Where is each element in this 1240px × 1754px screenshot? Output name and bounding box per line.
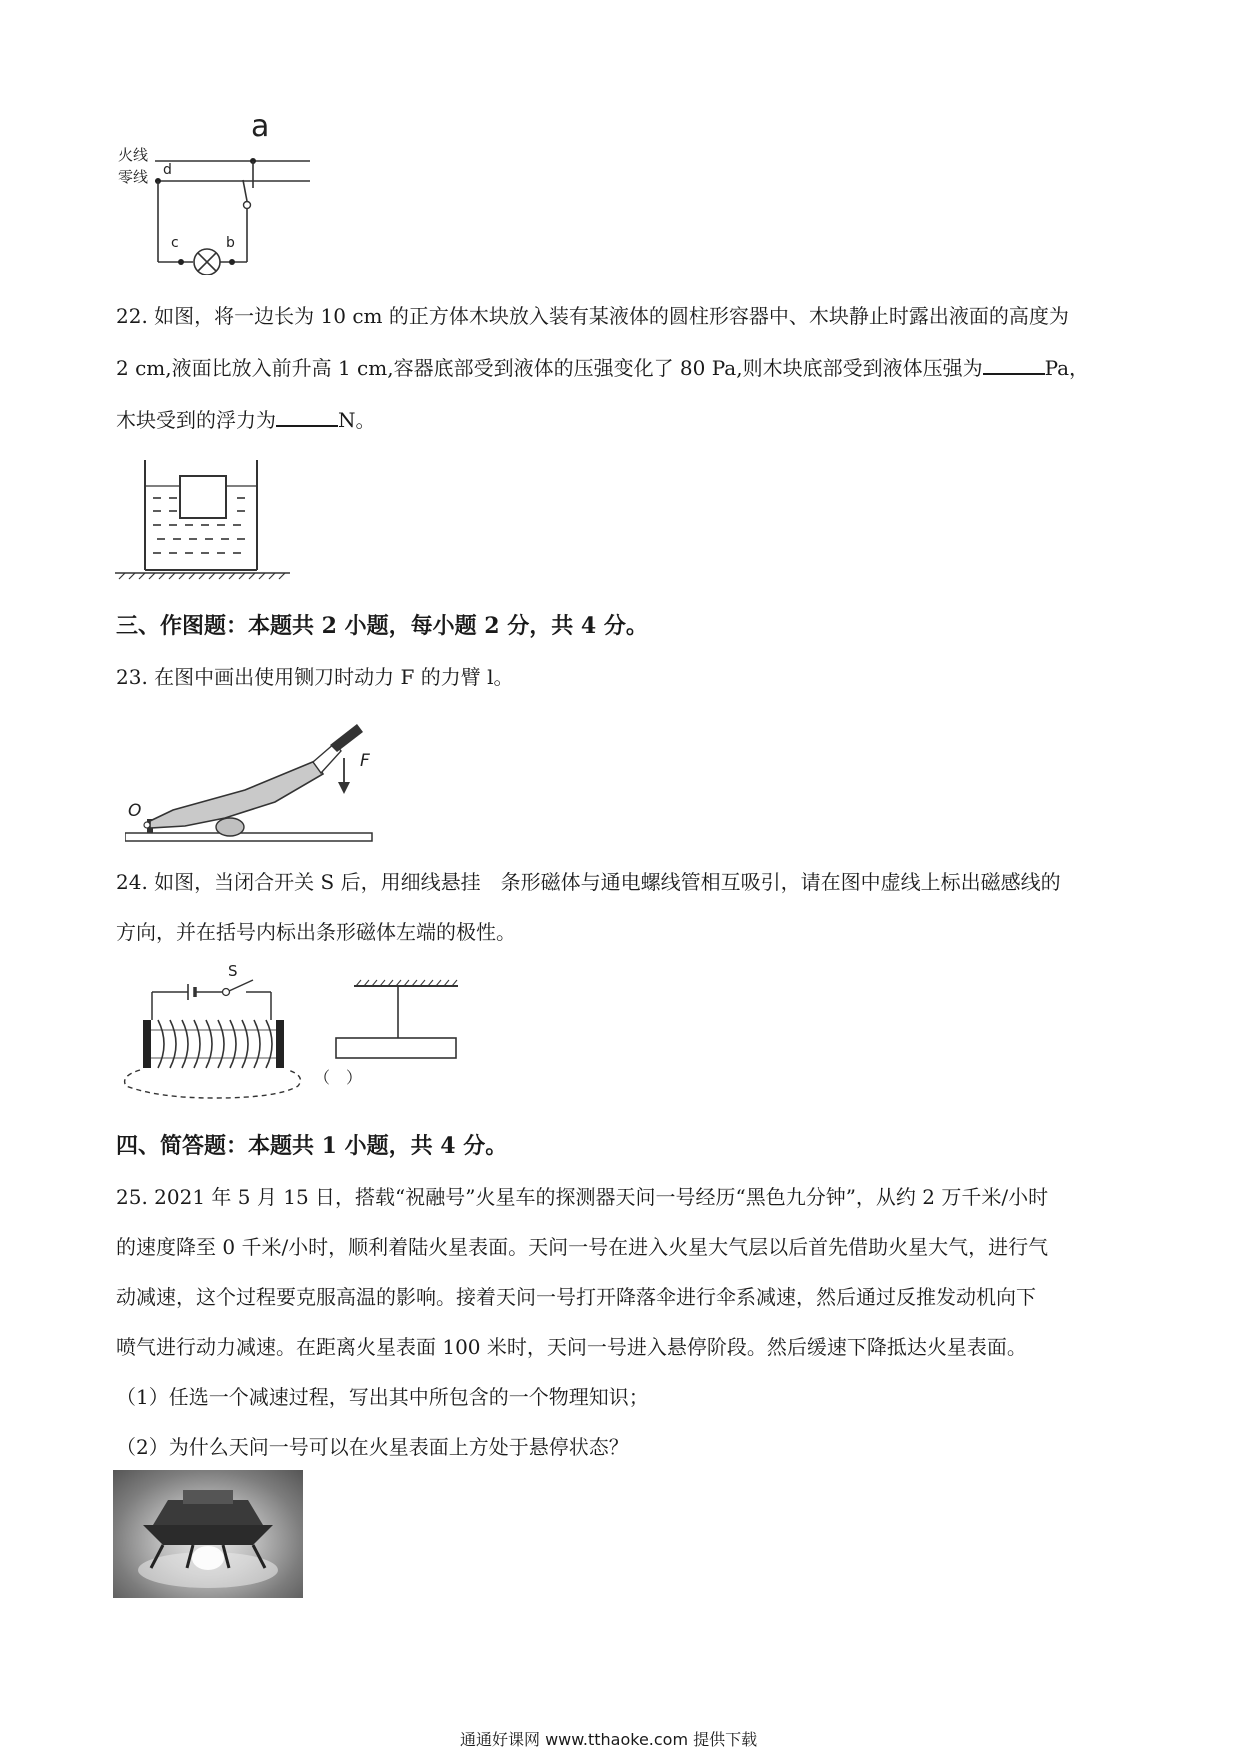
question-24-line-2: 方向，并在括号内标出条形磁体左端的极性。	[116, 920, 516, 944]
question-24-line-1: 24. 如图，当闭合开关 S 后，用细线悬挂 条形磁体与通电螺线管相互吸引，请在图中虚线上标出磁感线的	[116, 870, 1061, 894]
question-25-sub-1: （1）任选一个减速过程，写出其中所包含的一个物理知识；	[116, 1385, 649, 1409]
question-22-line-3-text: 木块受到的浮力为	[116, 408, 276, 432]
container-figure-22	[115, 455, 290, 580]
solenoid-figure-24	[118, 958, 463, 1100]
question-25-line-2: 的速度降至 0 千米/小时，顺利着陆火星表面。天问一号在进入火星大气层以后首先借助火星大气，进行气	[116, 1235, 1049, 1259]
question-22-line-2-text: 2 cm,液面比放入前升高 1 cm,容器底部受到液体的压强变化了 80 Pa,则木块底部受到液体压强为	[116, 356, 983, 380]
lander-image	[113, 1470, 303, 1598]
question-25-line-1: 25. 2021 年 5 月 15 日，搭载“祝融号”火星车的探测器天问一号经历“黑色九分钟”，从约 2 万千米/小时	[116, 1185, 1049, 1209]
label-b: b	[226, 235, 235, 251]
cutter-figure-23	[125, 718, 375, 848]
question-23-text: 23. 在图中画出使用铡刀时动力 F 的力臂 l。	[116, 665, 514, 689]
page-footer: 通通好课网 www.tthaoke.com 提供下载	[460, 1730, 758, 1749]
question-22-unit-pa: Pa，	[1044, 356, 1090, 380]
question-22-line-3	[116, 404, 376, 436]
label-a: a	[251, 110, 270, 144]
question-22-line-2	[116, 352, 1089, 384]
question-22-unit-n: N。	[338, 408, 376, 432]
answer-blank-buoyancy[interactable]	[276, 407, 338, 427]
label-o: O	[128, 801, 142, 821]
label-c: c	[171, 235, 179, 251]
answer-blank-pressure[interactable]	[983, 355, 1045, 375]
question-22-line-1: 22. 如图，将一边长为 10 cm 的正方体木块放入装有某液体的圆柱形容器中、木块静止时露出液面的高度为	[116, 304, 1069, 328]
question-25-line-3: 动减速，这个过程要克服高温的影响。接着天问一号打开降落伞进行伞系减速，然后通过反推发动机向下	[116, 1285, 1036, 1309]
magnet-polarity-blank[interactable]: （ ）	[314, 1068, 363, 1087]
question-25-line-4: 喷气进行动力减速。在距离火星表面 100 米时，天问一号进入悬停阶段。然后缓速下降抵达火星表面。	[116, 1335, 1027, 1359]
label-f: F	[360, 751, 370, 771]
question-25-sub-2: （2）为什么天问一号可以在火星表面上方处于悬停状态？	[116, 1435, 629, 1459]
section-3-heading: 三、作图题：本题共 2 小题，每小题 2 分，共 4 分。	[116, 613, 648, 639]
label-switch-s: S	[228, 962, 238, 980]
label-d: d	[163, 162, 172, 178]
section-4-heading: 四、简答题：本题共 1 小题，共 4 分。	[116, 1133, 508, 1159]
circuit-figure-21	[115, 110, 315, 275]
mars-lander-photo	[113, 1470, 303, 1598]
label-live-wire: 火线	[118, 146, 149, 164]
label-neutral-wire: 零线	[118, 168, 149, 186]
